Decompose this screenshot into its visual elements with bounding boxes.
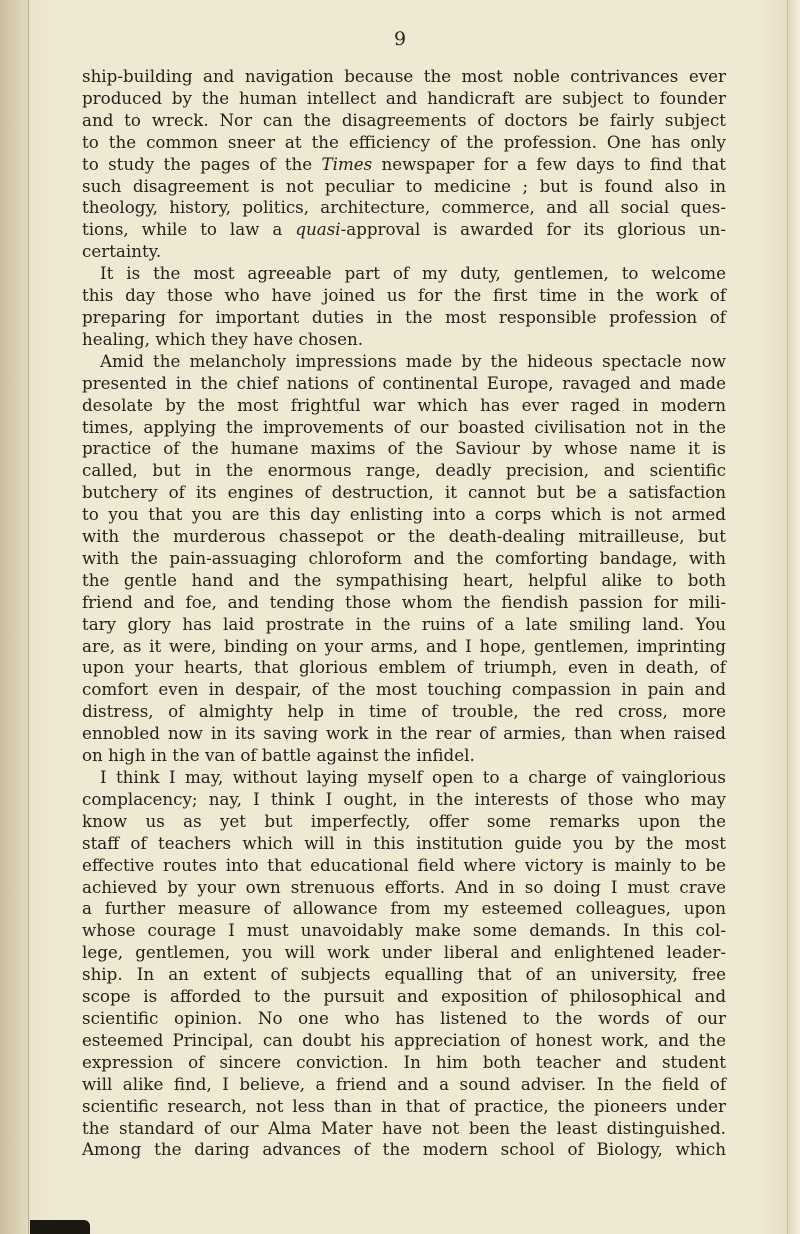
- text-segment: -approval is awarded for its glorious un-: [340, 219, 726, 240]
- text-line: upon your hearts, that glorious emblem of triumph, even in death, of: [82, 657, 726, 678]
- text-line: scientific opinion. No one who has listened to the words of our: [82, 1007, 726, 1028]
- text-line: and to wreck. Nor can the disagreements of doctors be fairly subject: [82, 109, 726, 130]
- text-line: lege, gentlemen, you will work under liberal and enlightened leader-: [82, 942, 726, 963]
- text-line: to the common sneer at the efficiency of the profession. One has only: [82, 131, 726, 152]
- text-line: effective routes into that educational field where victory is mainly to be: [82, 854, 726, 875]
- text-line: this day those who have joined us for the first time in the work of: [82, 285, 726, 306]
- text-line: presented in the chief nations of continental Europe, ravaged and made: [82, 372, 726, 393]
- text-line: [82, 154, 726, 176]
- page-right-edge: [787, 0, 800, 1234]
- text-line: produced by the human intellect and handicraft are subject to founder: [82, 87, 726, 108]
- text-line: esteemed Principal, can doubt his appreciation of honest work, and the: [82, 1029, 726, 1050]
- text-line: ship-building and navigation because the most noble contrivances ever: [82, 66, 726, 86]
- text-line: are, as it were, binding on your arms, and I hope, gentlemen, imprinting: [82, 635, 726, 656]
- text-line: a further measure of allowance from my esteemed colleagues, upon: [82, 898, 726, 919]
- text-line: times, applying the improvements of our boasted civilisation not in the: [82, 416, 726, 437]
- text-line: staff of teachers which will in this institution guide you by the most: [82, 832, 726, 853]
- text-line: scientific research, not less than in that of practice, the pioneers under: [82, 1095, 726, 1116]
- text-line: scope is afforded to the pursuit and exposition of philosophical and: [82, 986, 726, 1007]
- text-line: with the pain-assuaging chloroform and the comforting bandage, with: [82, 547, 726, 568]
- text-line: complacency; nay, I think I ought, in the interests of those who may: [82, 788, 726, 809]
- text-line: whose courage I must unavoidably make some demands. In this col-: [82, 920, 726, 941]
- text-line: the standard of our Alma Mater have not been the least distinguished.: [82, 1117, 726, 1138]
- text-line: preparing for important duties in the most responsible profession of: [82, 306, 726, 327]
- text-line: ship. In an extent of subjects equalling that of an university, free: [82, 964, 726, 985]
- text-line: called, but in the enormous range, deadly precision, and scientific: [82, 460, 726, 481]
- text-line: expression of sincere conviction. In him both teacher and student: [82, 1051, 726, 1072]
- text-line: know us as yet but imperfectly, offer some remarks upon the: [82, 810, 726, 831]
- text-line: [82, 219, 726, 241]
- text-line: It is the most agreeable part of my duty, gentlemen, to welcome: [100, 263, 726, 284]
- text-line: I think I may, without laying myself open to a charge of vainglorious: [100, 767, 726, 787]
- text-line: to you that you are this day enlisting into a corps which is not armed: [82, 504, 726, 525]
- italic-text: Times: [321, 153, 373, 174]
- text-segment: to study the pages of the: [82, 153, 322, 174]
- text-line: theology, history, politics, architecture, commerce, and all social ques-: [82, 197, 726, 218]
- book-binding-edge: [0, 0, 29, 1234]
- text-segment: tions, while to law a: [82, 219, 296, 240]
- text-line: practice of the humane maxims of the Saviour by whose name it is: [82, 438, 726, 459]
- text-line: certainty.: [82, 241, 162, 262]
- text-line: ennobled now in its saving work in the rear of armies, than when raised: [82, 723, 726, 744]
- text-line: achieved by your own strenuous efforts. And in so doing I must crave: [82, 876, 726, 897]
- text-segment: newspaper for a few days to find that: [372, 153, 726, 174]
- text-line: healing, which they have chosen.: [82, 328, 364, 349]
- text-line: will alike find, I believe, a friend and a sound adviser. In the field of: [82, 1073, 726, 1094]
- text-line: distress, of almighty help in time of trouble, the red cross, more: [82, 701, 726, 722]
- text-line: such disagreement is not peculiar to medicine ; but is found also in: [82, 175, 726, 196]
- text-line: with the murderous chassepot or the death-dealing mitrailleuse, but: [82, 526, 726, 547]
- text-line: the gentle hand and the sympathising heart, helpful alike to both: [82, 569, 726, 590]
- text-line: butchery of its engines of destruction, it cannot but be a satisfaction: [82, 482, 726, 503]
- page-number: 9: [393, 28, 407, 50]
- text-line: tary glory has laid prostrate in the ruins of a late smiling land. You: [82, 613, 726, 634]
- text-line: friend and foe, and tending those whom the fiendish passion for mili-: [82, 591, 726, 612]
- scan-shadow: [30, 1220, 90, 1234]
- text-line: comfort even in despair, of the most touching compassion in pain and: [82, 679, 726, 700]
- italic-text: quasi: [295, 219, 341, 240]
- text-line: Among the daring advances of the modern school of Biology, which: [82, 1139, 726, 1160]
- text-line: on high in the van of battle against the infidel.: [82, 745, 475, 766]
- body-text: [82, 66, 726, 1161]
- text-line: desolate by the most frightful war which has ever raged in modern: [82, 394, 726, 415]
- text-line: Amid the melancholy impressions made by the hideous spectacle now: [100, 350, 726, 371]
